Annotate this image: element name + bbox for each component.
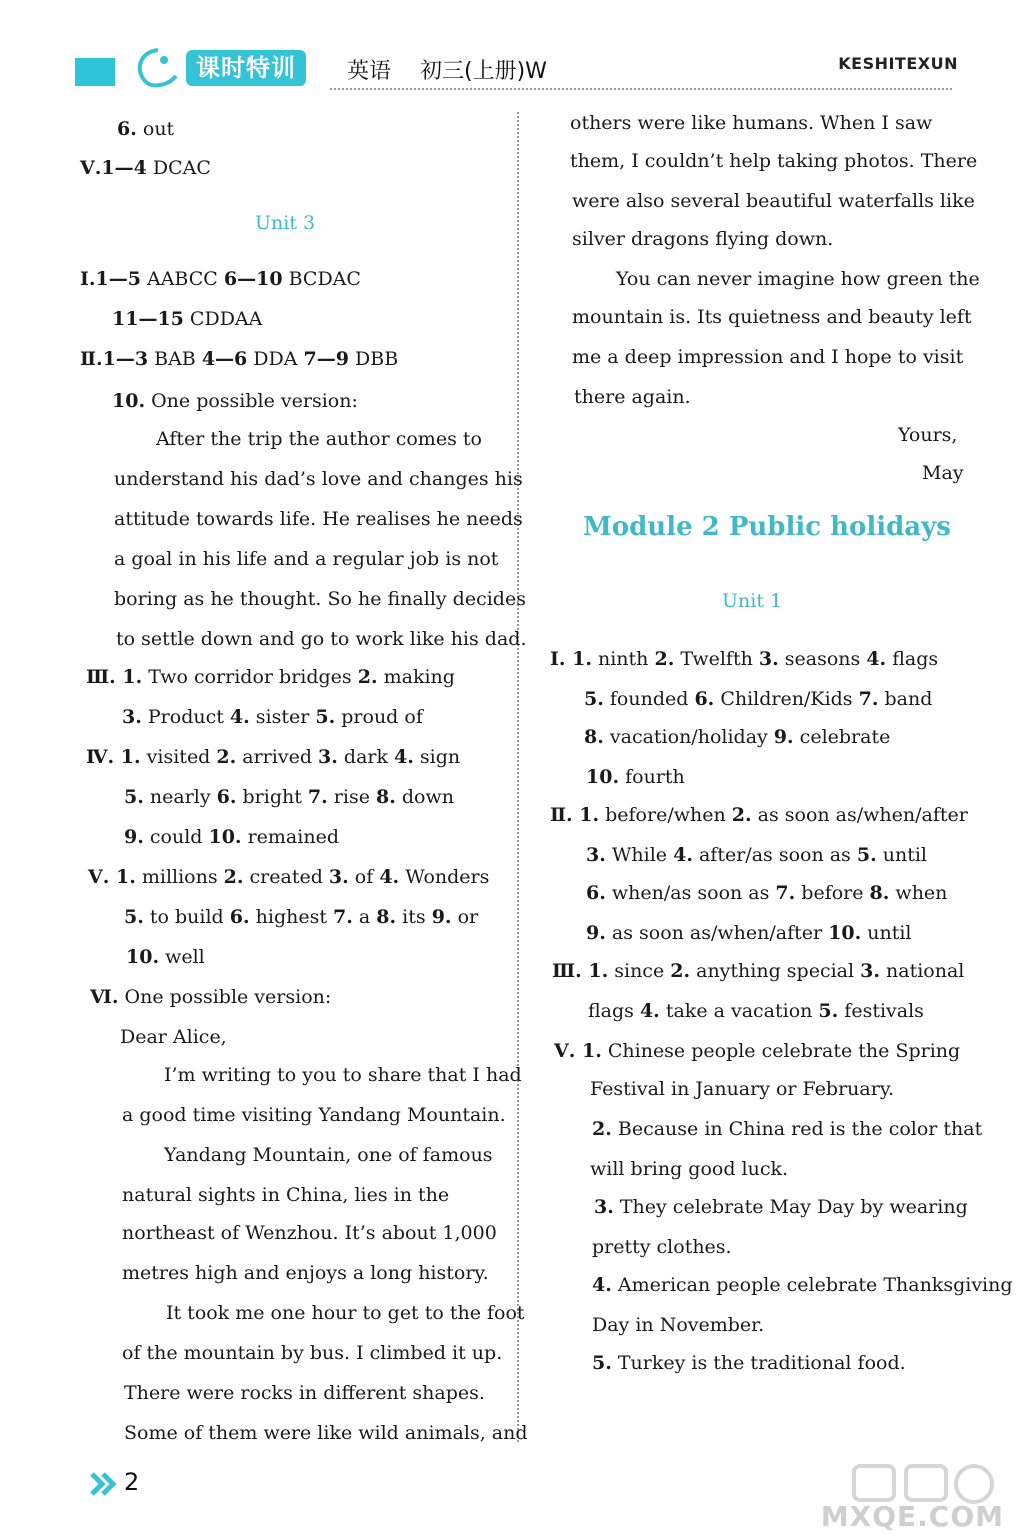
answer-line [126, 946, 205, 968]
answer-line [114, 468, 523, 490]
answer-text: as soon as/when/after [605, 922, 829, 944]
answer-line [114, 548, 498, 570]
answer-line [594, 1196, 968, 1218]
item-number: 9. [431, 906, 452, 928]
answer-text: remained [241, 826, 339, 848]
item-number: Ⅴ. 1. [554, 1040, 602, 1062]
answer-text: Children/Kids [714, 688, 859, 710]
item-number: 9. [586, 922, 606, 944]
answer-text: Festival in January or February. [590, 1078, 895, 1100]
answer-text: down [395, 786, 454, 808]
answer-text: flags [588, 1000, 640, 1022]
letter-line: were also several beautiful waterfalls like [572, 190, 975, 212]
answer-text: festivals [838, 1000, 924, 1022]
item-number: 7—9 [303, 348, 349, 370]
answer-line [122, 1222, 497, 1244]
answer-text: rise [327, 786, 376, 808]
answer-text: to build [143, 906, 230, 928]
item-number: 7. [307, 786, 328, 808]
item-number: 7. [858, 688, 879, 710]
answer-text: anything special [690, 960, 861, 982]
answer-text: of [348, 866, 380, 888]
answer-line [166, 1302, 525, 1324]
item-number: 3. [122, 706, 142, 728]
answer-line [114, 588, 526, 610]
page-number: 2 [124, 1468, 140, 1496]
item-number: 10. [828, 922, 862, 944]
answer-line [122, 1342, 502, 1364]
item-number: 3. [318, 746, 338, 768]
answer-text: pretty clothes. [592, 1236, 732, 1258]
item-number: 2. [592, 1118, 612, 1140]
answer-text: BCDAC [282, 268, 361, 290]
item-number: 9. [124, 826, 144, 848]
answer-text: after/as soon as [692, 844, 857, 866]
answer-text: American people celebrate Thanksgiving [611, 1274, 1013, 1296]
item-number: 4. [673, 844, 693, 866]
item-number: 10. [112, 390, 146, 412]
answer-line [124, 1422, 528, 1444]
item-number: Ⅳ. 1. [86, 746, 141, 768]
answer-text: I’m writing to you to share that I had [164, 1064, 522, 1086]
module-title: Module 2 Public holidays [583, 512, 951, 542]
item-number: 3. [594, 1196, 614, 1218]
item-number: 2. [731, 804, 752, 826]
item-number: 2. [216, 746, 237, 768]
item-number: 7. [333, 906, 353, 928]
letter-line: You can never imagine how green the [616, 268, 980, 290]
answer-line [122, 1104, 506, 1126]
answer-line [116, 628, 527, 650]
answer-line [124, 906, 478, 928]
answer-text: Product [141, 706, 230, 728]
item-number: 6. [117, 118, 137, 140]
answer-text: DCAC [146, 157, 211, 179]
answer-text: created [243, 866, 329, 888]
letter-line: silver dragons flying down. [572, 228, 834, 250]
answer-line [554, 1040, 960, 1062]
answer-line [586, 882, 947, 904]
answer-text: band [878, 688, 933, 710]
item-number: 3. [328, 866, 349, 888]
answer-text: natural sights in China, lies in the [122, 1184, 450, 1206]
answer-text: Wonders [399, 866, 490, 888]
answer-text: before [795, 882, 870, 904]
answer-text: DBB [349, 348, 399, 370]
item-number: 3. [860, 960, 880, 982]
item-number: 5. [124, 786, 144, 808]
answer-line [124, 1382, 485, 1404]
answer-line [112, 390, 358, 412]
page-header [0, 40, 1018, 92]
answer-text: Twelfth [674, 648, 759, 670]
answer-text: sister [249, 706, 316, 728]
brand-title: 课时特训 [186, 50, 306, 86]
item-number: Ⅴ. 1. [88, 866, 136, 888]
item-number: 10. [126, 946, 160, 968]
answer-text: proud of [335, 706, 423, 728]
answer-line [164, 1064, 522, 1086]
answer-line [117, 118, 174, 140]
answer-text: take a vacation [659, 1000, 819, 1022]
item-number: 4. [639, 1000, 660, 1022]
unit-title: Unit 3 [255, 212, 316, 234]
item-number: 8. [375, 786, 396, 808]
answer-line [550, 804, 968, 826]
answer-text: Yandang Mountain, one of famous [164, 1144, 493, 1166]
double-chevron-icon [90, 1470, 118, 1498]
answer-line [112, 308, 262, 330]
answer-text: Because in China red is the color that [611, 1118, 983, 1140]
answer-text: attitude towards life. He realises he needs [114, 508, 523, 530]
item-number: 3. [586, 844, 606, 866]
answer-text: seasons [778, 648, 867, 670]
answer-text: its [396, 906, 432, 928]
answer-text: or [451, 906, 479, 928]
header-color-block [75, 58, 115, 86]
unit-title: Unit 1 [722, 590, 783, 612]
answer-text: since [608, 960, 671, 982]
subject-label: 英语 [347, 59, 392, 84]
item-number: 4. [866, 648, 887, 670]
answer-text: metres high and enjoys a long history. [122, 1262, 489, 1284]
header-dotted-rule [330, 88, 952, 90]
answer-text: will bring good luck. [590, 1158, 789, 1180]
answer-text: celebrate [793, 726, 891, 748]
item-number: 9. [773, 726, 794, 748]
letter-line: Yours, [898, 424, 958, 446]
answer-text: ninth [591, 648, 655, 670]
answer-text: when [889, 882, 948, 904]
item-number: 4—6 [201, 348, 248, 370]
answer-text: AABCC [140, 268, 224, 290]
answer-text: CDDAA [183, 308, 263, 330]
answer-line [90, 986, 331, 1008]
answer-line [592, 1274, 1013, 1296]
answer-text: While [605, 844, 674, 866]
answer-text: One possible version: [118, 986, 332, 1008]
item-number: 5. [818, 1000, 839, 1022]
item-number: Ⅰ. 1. [550, 648, 592, 670]
answer-line [592, 1236, 732, 1258]
answer-text: sign [413, 746, 461, 768]
item-number: Ⅱ. 1. [550, 804, 600, 826]
answer-text: could [143, 826, 209, 848]
item-number: Ⅲ. 1. [552, 960, 609, 982]
item-number: 10. [586, 766, 620, 788]
answer-line [590, 1078, 894, 1100]
answer-line [122, 1184, 449, 1206]
item-number: 7. [775, 882, 796, 904]
answer-text: founded [603, 688, 695, 710]
swirl-logo-icon [128, 46, 184, 90]
item-number: 5. [124, 906, 144, 928]
answer-text: Chinese people celebrate the Spring [601, 1040, 961, 1062]
answer-line [122, 706, 423, 728]
answer-text: One possible version: [145, 390, 358, 412]
answer-text: out [136, 118, 175, 140]
item-number: 6. [586, 882, 606, 904]
answer-text: Day in November. [592, 1314, 765, 1336]
item-number: 4. [379, 866, 400, 888]
letter-line: others were like humans. When I saw [570, 112, 933, 134]
answer-text: fourth [619, 766, 685, 788]
item-number: Ⅱ.1—3 [80, 348, 149, 370]
item-number: 8. [869, 882, 890, 904]
answer-text: Two corridor bridges [142, 666, 358, 688]
answer-text: There were rocks in different shapes. [124, 1382, 485, 1404]
answer-text: After the trip the author comes to [156, 428, 482, 450]
answer-text: DDA [247, 348, 304, 370]
item-number: 8. [584, 726, 604, 748]
answer-text: to settle down and go to work like his dad. [116, 628, 527, 650]
item-number: 5. [584, 688, 604, 710]
item-number: 2. [223, 866, 244, 888]
answer-text: a goal in his life and a regular job is not [114, 548, 499, 570]
answer-text: It took me one hour to get to the foot [166, 1302, 525, 1324]
answer-text: visited [140, 746, 217, 768]
answer-text: well [159, 946, 205, 968]
item-number: Ⅲ. 1. [86, 666, 143, 688]
item-number: Ⅴ.1—4 [80, 157, 147, 179]
answer-line [584, 726, 890, 748]
answer-text: until [876, 844, 927, 866]
item-number: 4. [592, 1274, 612, 1296]
header-brand-pinyin: KESHITEXUN [838, 54, 958, 73]
answer-text: Some of them were like wild animals, and [124, 1422, 528, 1444]
item-number: 6. [216, 786, 237, 808]
answer-line [586, 766, 685, 788]
answer-text: They celebrate May Day by wearing [613, 1196, 968, 1218]
answer-line [124, 786, 454, 808]
letter-line: mountain is. Its quietness and beauty left [572, 306, 972, 328]
answer-text: BAB [148, 348, 202, 370]
answer-line [592, 1314, 764, 1336]
item-number: 6. [229, 906, 250, 928]
item-number: Ⅵ. [90, 986, 119, 1008]
item-number: 5. [592, 1352, 612, 1374]
answer-line [588, 1000, 924, 1022]
item-number: 2. [654, 648, 675, 670]
answer-line [114, 508, 523, 530]
answer-text: when/as soon as [605, 882, 776, 904]
answer-text: until [861, 922, 912, 944]
answer-line [552, 960, 964, 982]
item-number: 10. [208, 826, 242, 848]
answer-line [80, 268, 361, 290]
answer-line [592, 1118, 982, 1140]
grade-label: 初三(上册)W [420, 59, 547, 84]
answer-text: a [352, 906, 377, 928]
answer-text: millions [135, 866, 224, 888]
item-number: 4. [394, 746, 414, 768]
answer-text: of the mountain by bus. I climbed it up. [122, 1342, 503, 1364]
item-number: 11—15 [112, 308, 184, 330]
answer-line [590, 1158, 788, 1180]
answer-text: flags [886, 648, 939, 670]
answer-text: before/when [599, 804, 732, 826]
answer-line [80, 348, 398, 370]
answer-text: bright [236, 786, 308, 808]
item-number: 8. [376, 906, 397, 928]
item-number: 6—10 [223, 268, 283, 290]
answer-line [124, 826, 339, 848]
answer-line [80, 157, 211, 179]
item-number: 2. [357, 666, 378, 688]
answer-text: national [879, 960, 965, 982]
item-number: Ⅰ.1—5 [80, 268, 141, 290]
answer-text: as soon as/when/after [751, 804, 968, 826]
answer-text: Turkey is the traditional food. [611, 1352, 906, 1374]
item-number: 3. [758, 648, 779, 670]
column-divider [517, 112, 519, 1442]
answer-line [164, 1144, 493, 1166]
answer-text: nearly [143, 786, 217, 808]
answer-line [86, 746, 460, 768]
answer-text: northeast of Wenzhou. It’s about 1,000 [122, 1222, 497, 1244]
answer-line [586, 844, 927, 866]
letter-line: them, I couldn’t help taking photos. There [570, 150, 978, 172]
answer-text: arrived [236, 746, 319, 768]
item-number: 2. [670, 960, 691, 982]
answer-line [586, 922, 912, 944]
item-number: 6. [694, 688, 715, 710]
answer-line [86, 666, 455, 688]
watermark-text: MXQE.COM [820, 1500, 1004, 1533]
answer-text: dark [337, 746, 395, 768]
letter-line: May [922, 462, 964, 484]
letter-line: me a deep impression and I hope to visit [572, 346, 964, 368]
answer-line [156, 428, 482, 450]
answer-line [550, 648, 938, 670]
answer-text: boring as he thought. So he finally decides [114, 588, 526, 610]
answer-text: highest [249, 906, 334, 928]
answer-text: Dear Alice, [120, 1026, 227, 1048]
answer-line [122, 1262, 489, 1284]
item-number: 5. [856, 844, 877, 866]
answer-text: understand his dad’s love and changes his [114, 468, 523, 490]
answer-line [592, 1352, 906, 1374]
answer-line [584, 688, 932, 710]
answer-line [88, 866, 489, 888]
item-number: 4. [229, 706, 250, 728]
answer-text: a good time visiting Yandang Mountain. [122, 1104, 506, 1126]
answer-text: making [377, 666, 455, 688]
answer-text: vacation/holiday [603, 726, 774, 748]
item-number: 5. [315, 706, 336, 728]
letter-line: there again. [574, 386, 691, 408]
answer-line [120, 1026, 227, 1048]
